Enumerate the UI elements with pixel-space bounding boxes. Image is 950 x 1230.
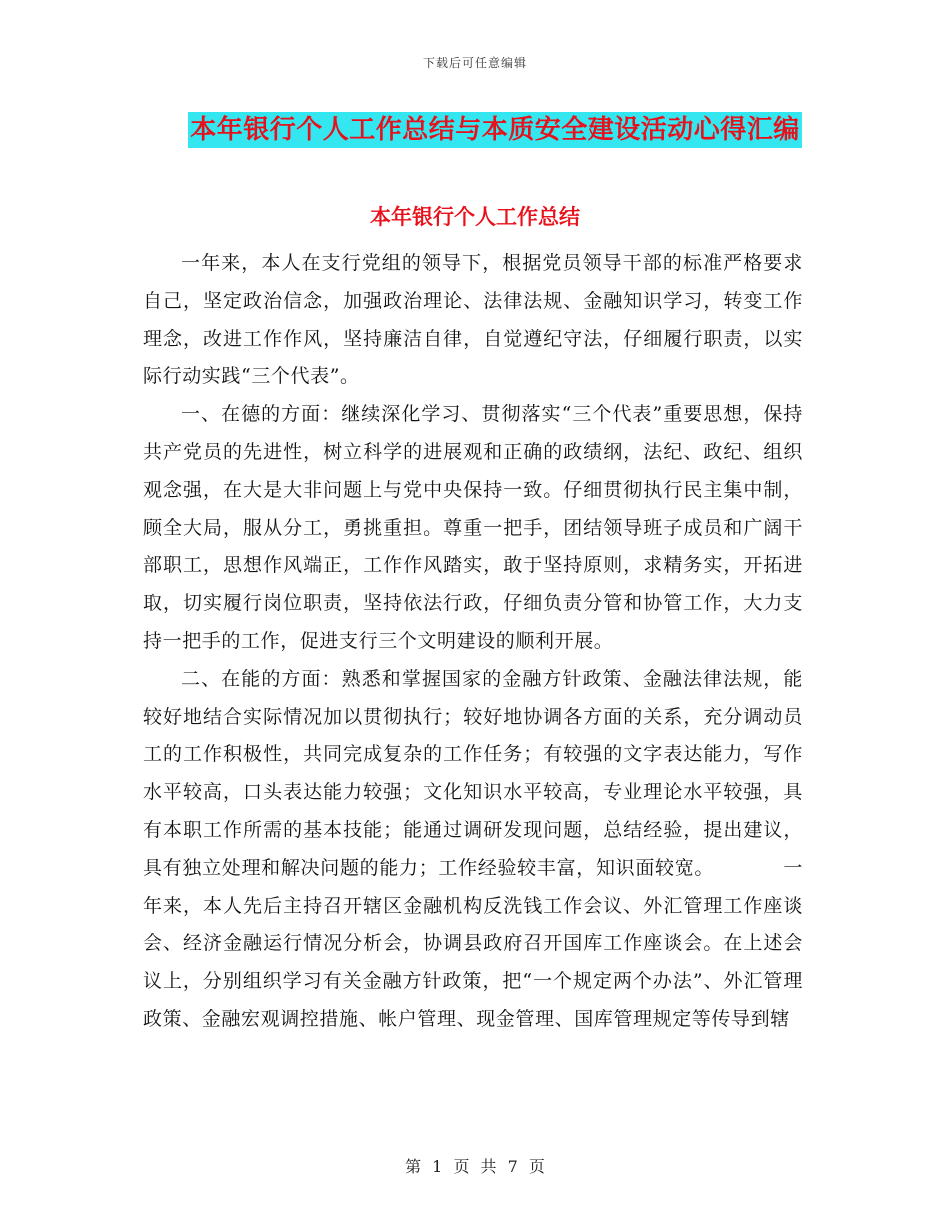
paragraph-intro: 一年来，本人在支行党组的领导下，根据党员领导干部的标准严格要求自己，坚定政治信念，加强政治理论、法律法规、金融知识学习，转变工作理念，改进工作作风，坚持廉洁自律，自觉遵纪守法，仔细履行职责，以实际行动实践“三个代表”。 [143,252,803,388]
paragraph-morality: 一、在德的方面：继续深化学习、贯彻落实“三个代表”重要思想，保持共产党员的先进性，树立科学的进展观和正确的政绩纲，法纪、政纪、组织观念强，在大是大非问题上与党中央保持一致。仔细贯彻执行民主集中制，顾全大局，服从分工，勇挑重担。尊重一把手，团结领导班子成员和广阔干部职工，思想作风端正，工作作风踏实，敢于坚持原则，求精务实，开拓进取，切实履行岗位职责，坚持依法行政，仔细负责分管和协管工作，大力支持一把手的工作，促进支行三个文明建设的顺利开展。 [143,403,803,652]
page-footer: 第 1 页 共 7 页 [405,1157,545,1176]
section-title: 本年银行个人工作总结 [370,205,580,229]
body-text [143,245,803,1039]
header-note: 下载后可任意编辑 [422,56,527,70]
paragraph-ability: 二、在能的方面：熟悉和掌握国家的金融方针政策、金融法律法规，能较好地结合实际情况加以贯彻执行；较好地协调各方面的关系，充分调动员工的工作积极性，共同完成复杂的工作任务；有较强的文字表达能力，写作水平较高，口头表达能力较强；文化知识水平较高，专业理论水平较强，具有本职工作所需的基本技能；能通过调研发现问题，总结经验，提出建议，具有独立处理和解决问题的能力；工作经验较丰富，知识面较宽。 一年来，本人先后主持召开辖区金融机构反洗钱工作会议、外汇管理工作座谈会、经济金融运行情况分析会，协调县政府召开国库工作座谈会。在上述会议上，分别组织学习有关金融方针政策，把“一个规定两个办法”、外汇管理政策、金融宏观调控措施、帐户管理、现金管理、国库管理规定等传导到辖 [143,667,803,1030]
main-title-container [0,112,950,148]
main-title: 本年银行个人工作总结与本质安全建设活动心得汇编 [188,112,802,148]
